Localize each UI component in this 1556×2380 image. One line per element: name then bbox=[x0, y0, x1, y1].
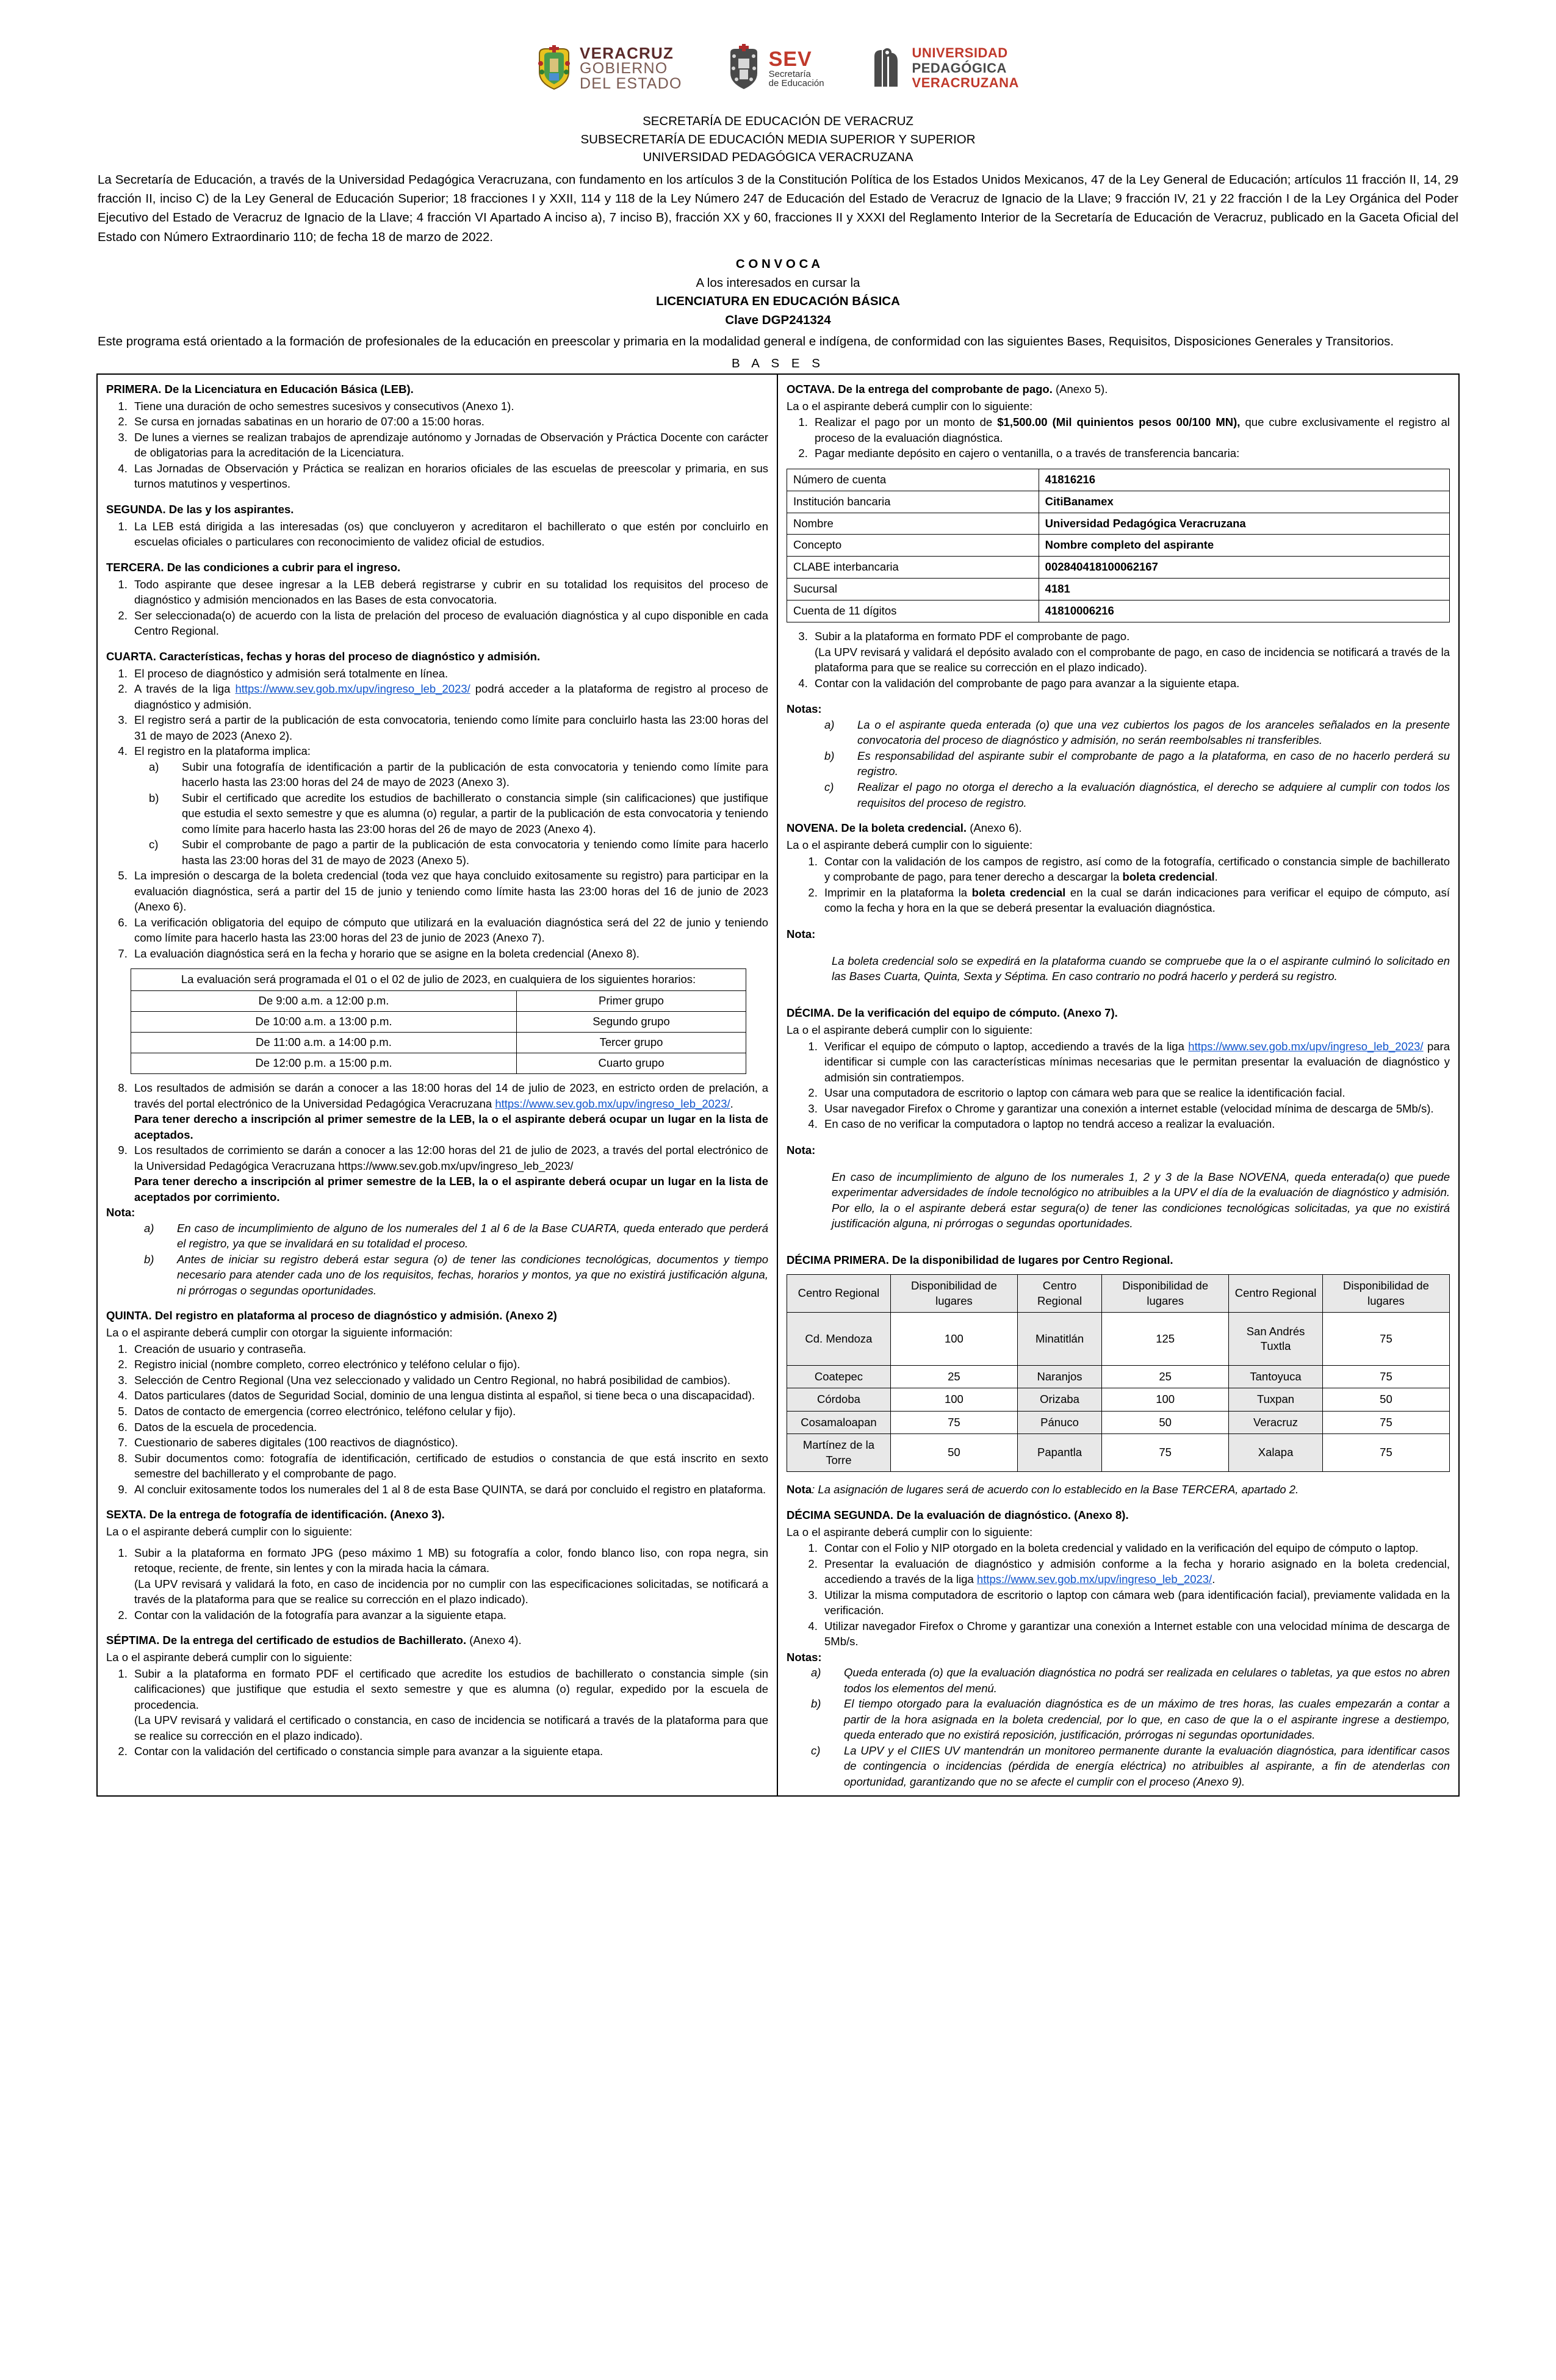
section-cuarta-list-cont bbox=[106, 1080, 768, 1205]
nota-text: : La asignación de lugares será de acuerdo con lo establecido en la Base TERCERA, apartado 2. bbox=[812, 1483, 1299, 1496]
list-item: 3. El registro será a partir de la publicación de esta convocatoria, teniendo como límite para concluirlo hasta las 23:00 horas del 31 de mayo de 2023 (Anexo 2). bbox=[131, 712, 768, 743]
section-octava-list-cont bbox=[787, 629, 1450, 691]
spacer bbox=[106, 1497, 768, 1507]
centro-capacity: 75 bbox=[1322, 1434, 1449, 1472]
upv-mark-icon bbox=[870, 46, 904, 90]
list-item: 2. Contar con la validación de la fotografía para avanzar a la siguiente etapa. bbox=[131, 1607, 768, 1623]
list-item: 5. La impresión o descarga de la boleta credencial (toda vez que haya concluido exitosamente su registro) para participar en la evaluación diagnóstica, será a partir del 15 de junio y teniendo como límite hasta las 23:00 horas del 16 de junio de 2023 (Anexo 6). bbox=[131, 868, 768, 915]
sublist-marker: b) bbox=[149, 791, 159, 804]
list-item: 4. En caso de no verificar la computadora o laptop no tendrá acceso a realizar la evaluación. bbox=[821, 1116, 1450, 1132]
schedule-time: De 10:00 a.m. a 13:00 p.m. bbox=[131, 1012, 517, 1033]
spacer bbox=[787, 1132, 1450, 1142]
spacer bbox=[106, 550, 768, 560]
spacer bbox=[106, 1298, 768, 1308]
centro-name: Cd. Mendoza bbox=[787, 1313, 891, 1366]
text-fragment: La o el aspirante queda enterada (o) que una vez cubiertos los pagos de los aranceles señalados en la presente convocatoria del proceso de diagnóstico y admisión, no serán reembolsables ni transferibles. bbox=[857, 718, 1450, 747]
list-item bbox=[811, 629, 1450, 676]
section-novena-lead: La o el aspirante deberá cumplir con lo siguiente: bbox=[787, 838, 1033, 851]
centro-name: Coatepec bbox=[787, 1366, 891, 1388]
text-fragment: Antes de iniciar su registro deberá estar segura (o) de tener las condiciones tecnológicas, documentos y tiempo necesario para atender cada uno de los requisitos, fechas, horarios y montos, ya que no existirá justificación alguna, ni prórrogas o segundas oportunidades. bbox=[177, 1252, 768, 1297]
section-sexta-title: SEXTA. De la entrega de fotografía de identificación. (Anexo 3). bbox=[106, 1508, 445, 1521]
logo-line: Secretaría bbox=[768, 69, 811, 79]
schedule-time: De 12:00 p.m. a 15:00 p.m. bbox=[131, 1053, 517, 1074]
list-item bbox=[811, 414, 1450, 445]
table-row bbox=[787, 513, 1450, 535]
centro-name: Naranjos bbox=[1017, 1366, 1101, 1388]
list-item bbox=[144, 1221, 768, 1252]
cuarta-nota-label: Nota: bbox=[106, 1206, 135, 1219]
table-row bbox=[787, 579, 1450, 600]
section-octava-lead: La o el aspirante deberá cumplir con lo siguiente: bbox=[787, 399, 1033, 413]
spacer bbox=[106, 1623, 768, 1633]
bank-field-value: CitiBanamex bbox=[1039, 491, 1449, 513]
bank-field-label: Concepto bbox=[787, 535, 1039, 557]
list-item bbox=[811, 1743, 1450, 1790]
text-fragment: para identificar si cumple con las características mínimas necesarias que le permitan presentar la evaluación de diagnóstico y admisión sin contratiempos. bbox=[824, 1039, 1450, 1084]
program-description: Este programa está orientado a la formación de profesionales de la educación en preescolar y primaria en la modalidad general e indígena, de conformidad con las siguientes Bases, Requisitos, Disposiciones Generales y Transitorios. bbox=[98, 334, 1394, 348]
section-quinta-list bbox=[106, 1341, 768, 1497]
list-item bbox=[149, 837, 768, 868]
centro-capacity: 50 bbox=[890, 1434, 1017, 1472]
decima-segunda-notas-label: Notas: bbox=[787, 1650, 822, 1664]
logo-line: DEL ESTADO bbox=[580, 75, 682, 92]
logo-bar bbox=[0, 0, 1556, 101]
centro-name: Papantla bbox=[1017, 1434, 1101, 1472]
text-fragment: Realizar el pago no otorga el derecho a la evaluación diagnóstica, el derecho se adquiere al cumplir con todos los requisitos del proceso de registro. bbox=[857, 780, 1450, 809]
centro-capacity: 100 bbox=[890, 1388, 1017, 1411]
bank-field-value: 002840418100062167 bbox=[1039, 557, 1449, 579]
note-marker: b) bbox=[811, 1697, 821, 1711]
text-fragment: Los resultados de admisión se darán a conocer a las 18:00 horas del 14 de julio de 2023, en estricto orden de prelación, a través del portal electrónico de la Universidad Pedagógica Veracruzana bbox=[134, 1081, 768, 1110]
column-header: Centro Regional bbox=[787, 1275, 891, 1313]
centro-name: San Andrés Tuxtla bbox=[1229, 1313, 1323, 1366]
table-row bbox=[787, 491, 1450, 513]
sev-logo bbox=[727, 44, 824, 93]
list-item: 1. La LEB está dirigida a las interesadas (os) que concluyeron y acreditaron el bachillerato o que estén por concluirlo en escuelas oficiales o particulares con reconocimiento de validez oficial de estudios. bbox=[131, 519, 768, 550]
table-row bbox=[131, 1033, 746, 1053]
list-item bbox=[144, 1252, 768, 1299]
list-item: 3. Utilizar la misma computadora de escritorio o laptop con cámara web (para identificación facial), previamente validada en la verificación. bbox=[821, 1587, 1450, 1618]
centro-capacity: 25 bbox=[1102, 1366, 1229, 1388]
note-marker: b) bbox=[824, 749, 835, 762]
logo-line: de Educación bbox=[768, 78, 824, 88]
note-marker: c) bbox=[811, 1744, 821, 1757]
table-row bbox=[787, 1411, 1450, 1433]
column-header: Disponibilidad de lugares bbox=[1102, 1275, 1229, 1313]
cuarta-notas-list bbox=[106, 1221, 768, 1299]
list-item bbox=[131, 1666, 768, 1744]
header-line-2: SUBSECRETARÍA DE EDUCACIÓN MEDIA SUPERIOR Y SUPERIOR bbox=[580, 132, 976, 146]
list-item: 1. Tiene una duración de ocho semestres sucesivos y consecutivos (Anexo 1). bbox=[131, 398, 768, 414]
column-header: Centro Regional bbox=[1017, 1275, 1101, 1313]
list-item: 4. Contar con la validación del comprobante de pago para avanzar a la siguiente etapa. bbox=[811, 676, 1450, 691]
table-header-row bbox=[787, 1275, 1450, 1313]
list-item bbox=[821, 854, 1450, 885]
program-name: LICENCIATURA EN EDUCACIÓN BÁSICA bbox=[656, 294, 900, 309]
list-item: 3. Selección de Centro Regional (Una vez seleccionado y validado un Centro Regional, no habrá posibilidad de cambios). bbox=[131, 1372, 768, 1388]
list-item: 4. Utilizar navegador Firefox o Chrome y garantizar una conexión a Internet estable con una velocidad mínima de descarga de 5Mb/s. bbox=[821, 1618, 1450, 1650]
nota-label: Nota bbox=[787, 1483, 812, 1496]
bases-frame bbox=[96, 373, 1460, 1797]
centros-regionales-table bbox=[787, 1274, 1450, 1472]
list-item: 1. Todo aspirante que desee ingresar a la LEB deberá registrarse y cubrir en su totalidad los requisitos del proceso de diagnóstico y admisión mencionados en las Bases de esta convocatoria. bbox=[131, 577, 768, 608]
table-row bbox=[131, 1012, 746, 1033]
list-item: 2. Ser seleccionada(o) de acuerdo con la lista de prelación del proceso de evaluación diagnóstica y al cupo disponible en cada Centro Regional. bbox=[131, 608, 768, 639]
column-header: Disponibilidad de lugares bbox=[1322, 1275, 1449, 1313]
list-item bbox=[131, 1545, 768, 1607]
logo-line: VERACRUZANA bbox=[912, 75, 1019, 91]
logo-line: VERACRUZ bbox=[580, 44, 674, 62]
text-fragment: en la cual se darán indicaciones para verificar el equipo de cómputo, así como la fecha y hora en la que se deberá presentar la evaluación diagnóstica. bbox=[824, 885, 1450, 915]
spacer bbox=[787, 916, 1450, 926]
cuarta-sublist bbox=[134, 759, 768, 868]
section-decima-segunda-list bbox=[787, 1540, 1450, 1650]
verificacion-equipo-link[interactable]: https://www.sev.gob.mx/upv/ingreso_leb_2023/ bbox=[1188, 1039, 1424, 1053]
note-marker: a) bbox=[144, 1221, 154, 1235]
text-fragment: Subir una fotografía de identificación a partir de la publicación de esta convocatoria y teniendo como límite para hacerlo hasta las 23:00 horas del 24 de mayo de 2023 (Anexo 3). bbox=[182, 760, 768, 789]
plataforma-link[interactable]: https://www.sev.gob.mx/upv/ingreso_leb_2023/ bbox=[235, 682, 470, 696]
list-item: 9. Al concluir exitosamente todos los numerales del 1 al 8 de esta Base QUINTA, se dará por concluido el registro en plataforma. bbox=[131, 1482, 768, 1498]
centro-capacity: 75 bbox=[1322, 1411, 1449, 1433]
section-primera-list bbox=[106, 398, 768, 492]
item9-bold-note: Para tener derecho a inscripción al primer semestre de la LEB, la o el aspirante deberá ocupar un lugar en la lista de aceptados por corrimiento. bbox=[134, 1175, 768, 1203]
text-fragment: A través de la liga bbox=[134, 682, 236, 696]
centro-name: Xalapa bbox=[1229, 1434, 1323, 1472]
spacer bbox=[106, 1540, 768, 1545]
list-item: 8. Subir documentos como: fotografía de identificación, certificado de estudios o constancia de que está inscrito en sexto semestre del bachillerato y el comprobante de pago. bbox=[131, 1451, 768, 1482]
octava-parenthetical: (La UPV revisará y validará el depósito avalado con el comprobante de pago, en caso de incidencia se notificará a través de la plataforma para que se realice su corrección en el plazo indicado). bbox=[815, 645, 1450, 674]
section-novena-title bbox=[787, 821, 1450, 836]
septima-title-annex: (Anexo 4). bbox=[466, 1634, 522, 1647]
list-item bbox=[149, 790, 768, 837]
schedule-group: Cuarto grupo bbox=[516, 1053, 746, 1074]
note-marker: b) bbox=[144, 1252, 154, 1266]
centro-capacity: 50 bbox=[1322, 1388, 1449, 1411]
list-item: 2. Registro inicial (nombre completo, correo electrónico y teléfono celular o fijo). bbox=[131, 1357, 768, 1372]
bank-field-label: Nombre bbox=[787, 513, 1039, 535]
schedule-time: De 11:00 a.m. a 14:00 p.m. bbox=[131, 1033, 517, 1053]
section-cuarta-list bbox=[106, 666, 768, 962]
spacer bbox=[787, 1242, 1450, 1253]
novena-nota-body: La boleta credencial solo se expedirá en la plataforma cuando se compruebe que la o el aspirante culminó lo solicitado en las Bases Cuarta, Quinta, Sexta y Séptima. En caso contrario no podrá hacerlo y perderá su registro. bbox=[832, 954, 1450, 983]
column-header: Disponibilidad de lugares bbox=[890, 1275, 1017, 1313]
veracruz-gobierno-del-estado-logo bbox=[537, 45, 682, 92]
centro-name: Veracruz bbox=[1229, 1411, 1323, 1433]
list-item: 1. Creación de usuario y contraseña. bbox=[131, 1341, 768, 1357]
centro-capacity: 75 bbox=[890, 1411, 1017, 1433]
decima-segunda-notas-list bbox=[787, 1665, 1450, 1789]
spacer bbox=[787, 1477, 1450, 1482]
logo-line: PEDAGÓGICA bbox=[912, 60, 1007, 76]
program-clave: Clave DGP241324 bbox=[725, 313, 831, 328]
section-septima-lead: La o el aspirante deberá cumplir con lo siguiente: bbox=[106, 1651, 353, 1664]
novena-nota-label: Nota: bbox=[787, 927, 816, 940]
list-item bbox=[131, 681, 768, 712]
octava-title-bold: OCTAVA. De la entrega del comprobante de pago. bbox=[787, 382, 1053, 395]
section-segunda-title: SEGUNDA. De las y los aspirantes. bbox=[106, 502, 294, 516]
list-item: 2. Usar una computadora de escritorio o laptop con cámara web para que se realice la identificación facial. bbox=[821, 1085, 1450, 1101]
list-item: 2. Pagar mediante depósito en cajero o ventanilla, o a través de transferencia bancaria: bbox=[811, 445, 1450, 461]
payment-amount: $1,500.00 (Mil quinientos pesos 00/100 MN), bbox=[997, 416, 1241, 429]
centro-name: Pánuco bbox=[1017, 1411, 1101, 1433]
document-header bbox=[0, 112, 1556, 167]
veracruz-shield-icon bbox=[537, 45, 571, 92]
list-item: 2. Se cursa en jornadas sabatinas en un horario de 07:00 a 15:00 horas. bbox=[131, 414, 768, 430]
text-fragment: Subir el comprobante de pago a partir de la publicación de esta convocatoria y teniendo como límite para hacerlo hasta las 23:00 horas del 31 de mayo de 2023 (Anexo 5). bbox=[182, 838, 768, 867]
spacer bbox=[787, 691, 1450, 701]
evaluacion-link[interactable]: https://www.sev.gob.mx/upv/ingreso_leb_2023/ bbox=[976, 1573, 1212, 1586]
centro-capacity: 100 bbox=[1102, 1388, 1229, 1411]
sev-shield-icon bbox=[727, 44, 760, 93]
list-item bbox=[131, 1142, 768, 1205]
logo-line: GOBIERNO bbox=[580, 60, 668, 77]
note-marker: c) bbox=[824, 780, 834, 793]
list-item: 1. Contar con el Folio y NIP otorgado en la boleta credencial y validado en la verificación del equipo de cómputo o laptop. bbox=[821, 1540, 1450, 1556]
column-header: Centro Regional bbox=[1229, 1275, 1323, 1313]
text-fragment: La UPV y el CIIES UV mantendrán un monitoreo permanente durante la evaluación diagnóstica, para identificar casos de contingencia o incidencias (pérdida de energía eléctrica) no atribuibles al aspirante, a fin de atenderlas con oportunidad, garantizando que no se afecte el cumplir con el proceso (Anexo 9). bbox=[844, 1744, 1450, 1788]
bases-left-column bbox=[98, 375, 778, 1796]
spacer bbox=[106, 639, 768, 649]
list-item: 2. Contar con la validación del certificado o constancia simple para avanzar a la siguiente etapa. bbox=[131, 1744, 768, 1759]
section-decima-list bbox=[787, 1039, 1450, 1132]
schedule-group: Tercer grupo bbox=[516, 1033, 746, 1053]
table-row bbox=[787, 1388, 1450, 1411]
centro-name: Martínez de la Torre bbox=[787, 1434, 891, 1472]
text-fragment: . bbox=[1214, 870, 1218, 884]
centro-name: Orizaba bbox=[1017, 1388, 1101, 1411]
decima-nota-body: En caso de incumplimiento de alguno de los numerales 1, 2 y 3 de la Base NOVENA, queda enterada(o) que puede experimentar adversidades de índole tecnológico no atribuibles a la UPV el día de la evaluación de diagnóstico y admisión. Por ello, la o el aspirante deberá estar segura(o) de tener las condiciones tecnológicas solicitadas, ya que no existirá justificación alguna, ni prórrogas o segundas oportunidades. bbox=[832, 1170, 1450, 1230]
text-fragment: Los resultados de corrimiento se darán a conocer a las 12:00 horas del 21 de julio de 2023, a través del portal electrónico de la Universidad Pedagógica Veracruzana bbox=[134, 1144, 768, 1172]
bank-field-value: 41810006216 bbox=[1039, 600, 1449, 622]
header-line-3: UNIVERSIDAD PEDAGÓGICA VERACRUZANA bbox=[643, 150, 913, 165]
section-septima-list bbox=[106, 1666, 768, 1759]
spacer bbox=[787, 810, 1450, 821]
centro-name: Cosamaloapan bbox=[787, 1411, 891, 1433]
list-item: 3. De lunes a viernes se realizan trabajos de aprendizaje autónomo y Jornadas de Observación y Práctica Docente con carácter de obligatorias para la acreditación de la Licenciatura. bbox=[131, 430, 768, 461]
bank-field-label: Sucursal bbox=[787, 579, 1039, 600]
evaluation-schedule-table bbox=[131, 968, 746, 1074]
table-row bbox=[787, 535, 1450, 557]
section-septima-title bbox=[106, 1633, 768, 1648]
logo-line: SEV bbox=[768, 48, 812, 71]
logo-line: UNIVERSIDAD bbox=[912, 45, 1008, 61]
convoca-block bbox=[0, 255, 1556, 330]
table-row bbox=[787, 1434, 1450, 1472]
bank-field-value: Universidad Pedagógica Veracruzana bbox=[1039, 513, 1449, 535]
list-item: 1. El proceso de diagnóstico y admisión será totalmente en línea. bbox=[131, 666, 768, 682]
spacer bbox=[106, 492, 768, 502]
centro-name: Tantoyuca bbox=[1229, 1366, 1323, 1388]
text-fragment: podrá acceder a la plataforma de registro al proceso de diagnóstico y admisión. bbox=[134, 682, 768, 711]
novena-title-annex: (Anexo 6). bbox=[967, 821, 1022, 835]
spacer bbox=[787, 995, 1450, 1006]
resultados-link[interactable]: https://www.sev.gob.mx/upv/ingreso_leb_2023/ bbox=[495, 1097, 730, 1110]
septima-parenthetical: (La UPV revisará y validará el certificado o constancia, en caso de incidencia se notificará a través de la plataforma para que se realice su corrección en el plazo indicado). bbox=[134, 1714, 768, 1742]
bank-account-table bbox=[787, 469, 1450, 623]
centro-capacity: 25 bbox=[890, 1366, 1017, 1388]
text-fragment: En caso de incumplimiento de alguno de los numerales del 1 al 6 de la Base CUARTA, queda enterado que perderá el registro, ya que se invalidará en su totalidad el proceso. bbox=[177, 1221, 768, 1250]
text-fragment: Es responsabilidad del aspirante subir el comprobante de pago a la plataforma, en caso de no hacerlo perderá su registro. bbox=[857, 749, 1450, 778]
list-item bbox=[811, 1665, 1450, 1696]
schedule-group: Segundo grupo bbox=[516, 1012, 746, 1033]
octava-notas-list bbox=[787, 717, 1450, 810]
list-item: 5. Datos de contacto de emergencia (correo electrónico, teléfono celular y fijo). bbox=[131, 1404, 768, 1419]
boleta-credencial-term: boleta credencial bbox=[971, 885, 1066, 899]
list-item: 6. La verificación obligatoria del equipo de cómputo que utilizará en la evaluación diagnóstica será del 22 de junio y teniendo como límite para hacerlo hasta las 23:00 horas del 23 de junio de 2023 (Anexo 7). bbox=[131, 915, 768, 946]
section-primera-title: PRIMERA. De la Licenciatura en Educación Básica (LEB). bbox=[106, 382, 414, 395]
section-quinta-lead: La o el aspirante deberá cumplir con otorgar la siguiente información: bbox=[106, 1326, 453, 1340]
convoca-title: C O N V O C A bbox=[735, 256, 821, 271]
note-marker: a) bbox=[824, 718, 835, 731]
section-tercera-list bbox=[106, 577, 768, 639]
sublist-marker: c) bbox=[149, 838, 159, 851]
schedule-header: La evaluación será programada el 01 o el 02 de julio de 2023, en cualquiera de los siguientes horarios: bbox=[131, 969, 746, 991]
section-decima-title: DÉCIMA. De la verificación del equipo de cómputo. (Anexo 7). bbox=[787, 1006, 1118, 1020]
list-item bbox=[824, 779, 1450, 810]
bank-field-label: Cuenta de 11 dígitos bbox=[787, 600, 1039, 622]
text-fragment: Subir a la plataforma en formato PDF el comprobante de pago. bbox=[815, 630, 1130, 643]
upv-logo bbox=[870, 46, 1019, 91]
section-decima-lead: La o el aspirante deberá cumplir con lo siguiente: bbox=[787, 1023, 1033, 1037]
list-item: 3. Usar navegador Firefox o Chrome y garantizar una conexión a internet estable (velocidad mínima de descarga de 5Mb/s). bbox=[821, 1101, 1450, 1117]
centro-capacity: 100 bbox=[890, 1313, 1017, 1366]
centro-capacity: 50 bbox=[1102, 1411, 1229, 1433]
text-fragment: Subir el certificado que acredite los estudios de bachillerato o constancia simple (sin calificaciones) que justifique que estudia el sexto semestre y que es alumna (o) regular, a partir de la publicación de esta convocatoria y teniendo como límite para hacerlo hasta las 23:00 horas del 26 de mayo de 2023 (Anexo 4). bbox=[182, 791, 768, 835]
text-fragment: El tiempo otorgado para la evaluación diagnóstica es de un máximo de tres horas, las cuales empezarán a contar a partir de la hora asignada en la boleta credencial, por lo que, en caso de que la o el aspirante ingrese a destiempo, queda enterado que no existirá reposición, justificación, prórrogas ni segundas oportunidades. bbox=[844, 1697, 1450, 1742]
list-item bbox=[821, 1556, 1450, 1587]
bank-field-label: Institución bancaria bbox=[787, 491, 1039, 513]
legal-basis-paragraph: La Secretaría de Educación, a través de la Universidad Pedagógica Veracruzana, con fundamento en los artículos 3 de la Constitución Política de los Estados Unidos Mexicanos, 47 de la Ley General de Educación; artículos 11 fracción II, 14, 29 fracción II, inciso C) de la Ley General de Educación Superior; 18 fracciones I y XXII, 114 y 118 de la Ley Número 247 de Educación del Estado de Veracruz de Ignacio de la Llave; 9 fracción IV, 21 y 22 fracción I de la Ley Orgánica del Poder Ejecutivo del Estado de Veracruz de Ignacio de la Llave; 4 fracción VI Apartado A inciso a), 7 inciso B), fracción XX y 60, fracciones II y XXXI del Reglamento Interior de la Secretaría de Educación de Veracruz, publicado en la Gaceta Oficial del Estado con Número Extraordinario 110; de fecha 18 de marzo de 2022. bbox=[98, 173, 1458, 244]
header-line-1: SECRETARÍA DE EDUCACIÓN DE VERACRUZ bbox=[643, 114, 913, 128]
table-row bbox=[131, 991, 746, 1012]
decima-primera-nota bbox=[787, 1482, 1450, 1498]
text-fragment: que cubre exclusivamente el registro al proceso de la evaluación diagnóstica. bbox=[815, 416, 1450, 444]
table-row bbox=[787, 600, 1450, 622]
boleta-credencial-term: boleta credencial bbox=[1122, 870, 1215, 884]
centro-capacity: 75 bbox=[1322, 1313, 1449, 1366]
list-item: 6. Datos de la escuela de procedencia. bbox=[131, 1419, 768, 1435]
bank-field-value: 4181 bbox=[1039, 579, 1449, 600]
section-decima-segunda-title: DÉCIMA SEGUNDA. De la evaluación de diagnóstico. (Anexo 8). bbox=[787, 1508, 1129, 1521]
list-item bbox=[149, 759, 768, 790]
text-fragment: Subir a la plataforma en formato JPG (peso máximo 1 MB) su fotografía a color, fondo blanco liso, con ropa negra, sin retoque, reciente, de frente, sin lentes y con la mirada hacia la cámara. bbox=[134, 1546, 768, 1575]
septima-title-bold: SÉPTIMA. De la entrega del certificado de estudios de Bachillerato. bbox=[106, 1634, 467, 1647]
text-fragment: Queda enterada (o) que la evaluación diagnóstica no podrá ser realizada en celulares o tabletas, ya que estos no abren todos los elementos del menú. bbox=[844, 1666, 1450, 1695]
list-item bbox=[824, 717, 1450, 748]
sexta-parenthetical: (La UPV revisará y validará la foto, en caso de incidencia por no cumplir con las especificaciones solicitadas, se notificará a través de la plataforma para que se realice su corrección en el plazo indicado). bbox=[134, 1577, 768, 1606]
section-cuarta-title: CUARTA. Características, fechas y horas del proceso de diagnóstico y admisión. bbox=[106, 649, 541, 663]
table-row bbox=[787, 557, 1450, 579]
bases-right-column bbox=[778, 375, 1458, 1796]
centro-capacity: 75 bbox=[1102, 1434, 1229, 1472]
corrimiento-link[interactable]: https://www.sev.gob.mx/upv/ingreso_leb_2023/ bbox=[338, 1159, 574, 1172]
note-marker: a) bbox=[811, 1666, 821, 1679]
list-item: 8. Los resultados de admisión se darán a conocer a las 18:00 horas del 14 de julio de 2023, en estricto orden de prelación, a través del portal electrónico de la Universidad Pedagógica Veracruzana https://www.sev.gob.mx/upv/ingreso_leb_2023/. Para tener derecho a inscripción al primer semestre de la LEB, la o el aspirante deberá ocupar un lugar en la lista de aceptados. bbox=[131, 1080, 768, 1142]
list-item: 4. Las Jornadas de Observación y Práctica se realizan en horarios oficiales de las escuelas de preescolar y primaria, en sus turnos matutinos y vespertinos. bbox=[131, 461, 768, 492]
list-item: 7. La evaluación diagnóstica será en la fecha y horario que se asigne en la boleta credencial (Anexo 8). bbox=[131, 946, 768, 962]
centro-name: Minatitlán bbox=[1017, 1313, 1101, 1366]
text-fragment: Contar con la validación de los campos de registro, así como de la fotografía, certificado o constancia simple de bachillerato y comprobante de pago, para tener derecho a descargar la bbox=[824, 854, 1450, 884]
list-item bbox=[811, 1696, 1450, 1743]
octava-title-annex: (Anexo 5). bbox=[1052, 382, 1108, 395]
decima-nota-label: Nota: bbox=[787, 1143, 816, 1156]
schedule-time: De 9:00 a.m. a 12:00 p.m. bbox=[131, 991, 517, 1012]
centro-name: Córdoba bbox=[787, 1388, 891, 1411]
table-row bbox=[787, 469, 1450, 491]
list-item: 4. Datos particulares (datos de Seguridad Social, dominio de una lengua distinta al español, si tiene beca o una discapacidad). bbox=[131, 1388, 768, 1404]
section-octava-title bbox=[787, 382, 1450, 397]
section-decima-primera-title: DÉCIMA PRIMERA. De la disponibilidad de lugares por Centro Regional. bbox=[787, 1253, 1173, 1267]
text-fragment: . bbox=[1212, 1573, 1216, 1586]
section-sexta-list bbox=[106, 1545, 768, 1623]
text-fragment: Subir a la plataforma en formato PDF el certificado que acredite los estudios de bachillerato o constancia simple (sin calificaciones) que justifique que estudia el sexto semestre y que es alumna (o) regular, expedido por la escuela de procedencia. bbox=[134, 1667, 768, 1711]
list-item bbox=[131, 743, 768, 868]
bank-field-value: 41816216 bbox=[1039, 469, 1449, 491]
section-novena-list bbox=[787, 854, 1450, 916]
section-sexta-lead: La o el aspirante deberá cumplir con lo siguiente: bbox=[106, 1525, 353, 1538]
bank-field-label: Número de cuenta bbox=[787, 469, 1039, 491]
bases-title: B A S E S bbox=[732, 356, 824, 370]
text-fragment: Realizar el pago por un monto de bbox=[815, 416, 998, 429]
sublist-marker: a) bbox=[149, 760, 159, 773]
text-fragment: Imprimir en la plataforma la bbox=[824, 885, 972, 899]
section-quinta-title: QUINTA. Del registro en plataforma al proceso de diagnóstico y admisión. (Anexo 2) bbox=[106, 1309, 557, 1322]
item8-bold-note: Para tener derecho a inscripción al primer semestre de la LEB, la o el aspirante deberá ocupar un lugar en la lista de aceptados. bbox=[134, 1112, 768, 1141]
table-row bbox=[787, 1366, 1450, 1388]
section-tercera-title: TERCERA. De las condiciones a cubrir para el ingreso. bbox=[106, 560, 401, 574]
text-fragment: Verificar el equipo de cómputo o laptop, accediendo a través de la liga bbox=[824, 1039, 1189, 1053]
text-fragment: El registro en la plataforma implica: bbox=[134, 745, 311, 758]
section-segunda-list bbox=[106, 519, 768, 550]
spacer bbox=[787, 1498, 1450, 1508]
section-decima-segunda-lead: La o el aspirante deberá cumplir con lo siguiente: bbox=[787, 1525, 1033, 1538]
list-item bbox=[824, 748, 1450, 779]
bank-field-label: CLABE interbancaria bbox=[787, 557, 1039, 579]
bank-field-value: Nombre completo del aspirante bbox=[1039, 535, 1449, 557]
table-row bbox=[787, 1313, 1450, 1366]
convoca-subtitle: A los interesados en cursar la bbox=[696, 275, 860, 290]
list-item: 7. Cuestionario de saberes digitales (100 reactivos de diagnóstico). bbox=[131, 1435, 768, 1451]
section-octava-list bbox=[787, 414, 1450, 461]
centro-capacity: 75 bbox=[1322, 1366, 1449, 1388]
table-row bbox=[131, 1053, 746, 1074]
centro-name: Tuxpan bbox=[1229, 1388, 1323, 1411]
text-fragment: Presentar la evaluación de diagnóstico y admisión conforme a la fecha y horario asignado en la boleta credencial, accediendo a través de la liga bbox=[824, 1557, 1450, 1586]
list-item bbox=[821, 1039, 1450, 1086]
table-row bbox=[131, 969, 746, 991]
centro-capacity: 125 bbox=[1102, 1313, 1229, 1366]
schedule-group: Primer grupo bbox=[516, 991, 746, 1012]
list-item bbox=[821, 885, 1450, 916]
novena-title-bold: NOVENA. De la boleta credencial. bbox=[787, 821, 967, 835]
octava-notas-label: Notas: bbox=[787, 702, 822, 716]
